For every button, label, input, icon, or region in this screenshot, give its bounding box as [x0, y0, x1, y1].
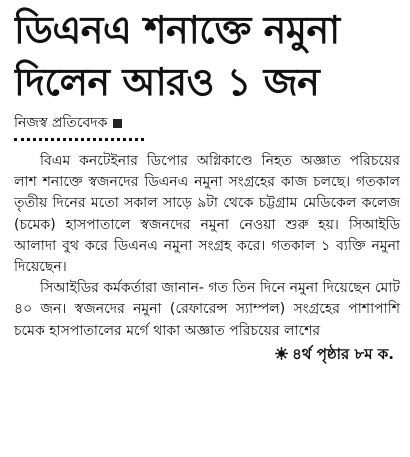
byline: নিজস্ব প্রতিবেদক [14, 115, 108, 131]
body-paragraph-2: সিআইডির কর্মকর্তারা জানান- গত তিন দিনে নমুনা দিয়েছেন মোট ৪০ জন। স্বজনদের নমুনা (রেফারেন্স স্যাম্পল) সংগ্রহের পাশাপাশি চমেক হাসপাতালের মর্গে থাকা অজ্ঞাত পরিচয়ের লাশের [14, 280, 400, 339]
continuation-line [14, 343, 400, 365]
headline-line-2: দিলেন আরও ১ জন [14, 60, 320, 104]
body-paragraph-1: বিএম কনটেইনার ডিপোর অগ্নিকাণ্ডে নিহত অজ্ঞাত পরিচয়ের লাশ শনাক্তে স্বজনদের ডিএনএ নমুনা সংগ্রহের কাজ চলছে। গতকাল তৃতীয় দিনের মতো সকাল সাড়ে ৯টা থেকে চট্টগ্রাম মেডিকেল কলেজ (চমেক) হাসপাতালে স্বজনদের নমুনা নেওয়া শুরু হয়। সিআইডি আলাদা বুথ করে ডিএনএ নমুনা সংগ্রহ করে। গতকাল ১ ব্যক্তি নমুনা দিয়েছেন। [14, 153, 400, 276]
dotted-divider [14, 138, 144, 141]
article-body [14, 151, 400, 342]
headline [14, 4, 400, 108]
headline-line-1: ডিএনএ শনাক্তে নমুনা [14, 8, 340, 52]
square-icon [113, 119, 122, 128]
sun-icon [275, 347, 288, 360]
continuation-text: ৪র্থ পৃষ্ঠার ৮ম ক. [292, 344, 394, 363]
byline-row [14, 112, 400, 134]
